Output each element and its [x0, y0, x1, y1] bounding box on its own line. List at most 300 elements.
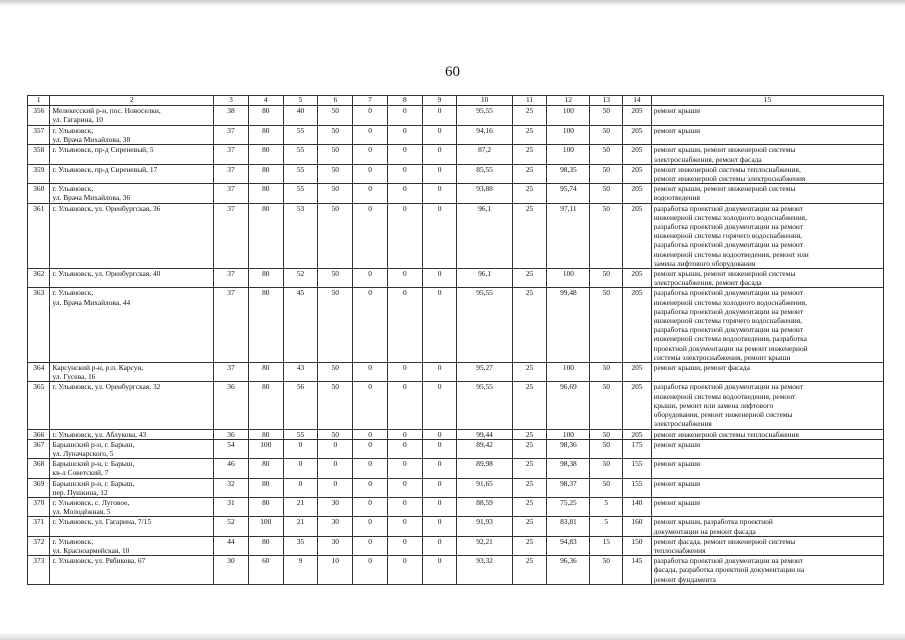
table-cell: 366: [28, 429, 50, 439]
table-cell: ремонт крыши: [651, 478, 883, 497]
table-cell: 0: [422, 145, 457, 164]
table-cell: 0: [387, 203, 422, 268]
table-cell: 0: [283, 439, 318, 458]
table-cell: 21: [283, 517, 318, 536]
scan-edge-top: [0, 0, 905, 6]
table-cell: 25: [512, 517, 547, 536]
table-cell: 36: [214, 429, 249, 439]
table-cell: 94,83: [547, 536, 590, 555]
table-cell: 0: [422, 556, 457, 585]
table-cell: 0: [318, 459, 353, 478]
table-cell: 37: [214, 184, 249, 203]
table-cell: 25: [512, 203, 547, 268]
table-cell: 98,35: [547, 164, 590, 183]
table-cell: 91,93: [457, 517, 512, 536]
column-header: 15: [651, 96, 883, 106]
table-cell: 99,44: [457, 429, 512, 439]
table-cell: 25: [512, 164, 547, 183]
table-cell: 95,74: [547, 184, 590, 203]
table-cell: 0: [353, 184, 388, 203]
table-cell: 37: [214, 288, 249, 363]
table-cell: 99,48: [547, 288, 590, 363]
table-cell: 25: [512, 269, 547, 288]
column-header: 9: [422, 96, 457, 106]
table-cell: 83,81: [547, 517, 590, 536]
table-cell: 35: [283, 536, 318, 555]
table-cell: Барышский р-н, г. Барыш, ул. Луначарского, 5: [50, 439, 214, 458]
table-cell: 80: [248, 363, 283, 382]
table-cell: 80: [248, 288, 283, 363]
table-cell: 205: [623, 145, 652, 164]
table-cell: 205: [623, 126, 652, 145]
table-cell: 88,59: [457, 497, 512, 516]
table-cell: г. Ульяновск, ул. Оренбургская, 40: [50, 269, 214, 288]
table-cell: 50: [590, 429, 623, 439]
table-cell: 0: [422, 164, 457, 183]
table-cell: 32: [214, 478, 249, 497]
table-cell: ремонт крыши, ремонт фасада: [651, 363, 883, 382]
table-cell: 0: [422, 288, 457, 363]
table-cell: 0: [353, 536, 388, 555]
table-cell: 0: [318, 439, 353, 458]
table-cell: г. Ульяновск, ул. Врача Михайлова, 36: [50, 184, 214, 203]
table-cell: 0: [387, 126, 422, 145]
table-cell: 50: [590, 269, 623, 288]
table-cell: 372: [28, 536, 50, 555]
table-cell: 50: [318, 145, 353, 164]
table-cell: 0: [387, 517, 422, 536]
table-cell: 50: [318, 164, 353, 183]
scan-edge-bottom: [0, 632, 905, 640]
table-cell: 205: [623, 203, 652, 268]
table-cell: 85,55: [457, 164, 512, 183]
table-cell: 0: [387, 382, 422, 429]
table-cell: 96,36: [547, 556, 590, 585]
table-cell: ремонт крыши: [651, 497, 883, 516]
table-cell: 365: [28, 382, 50, 429]
table-cell: 0: [387, 184, 422, 203]
table-cell: 50: [318, 363, 353, 382]
table-cell: 43: [283, 363, 318, 382]
table-cell: 5: [590, 497, 623, 516]
table-cell: 0: [353, 497, 388, 516]
table-cell: 0: [353, 269, 388, 288]
table-cell: г. Ульяновск, ул. Гагарина, 7/15: [50, 517, 214, 536]
table-cell: 98,38: [547, 459, 590, 478]
table-cell: 95,55: [457, 382, 512, 429]
table-cell: Барышский р-н, г. Барыш, кв-л Советский, 7: [50, 459, 214, 478]
table-cell: Карсунский р-н, р.п. Карсун, ул. Гусева, 16: [50, 363, 214, 382]
table-cell: 205: [623, 164, 652, 183]
table-cell: 100: [547, 429, 590, 439]
table-cell: ремонт крыши: [651, 439, 883, 458]
column-header: 12: [547, 96, 590, 106]
table-cell: 52: [283, 269, 318, 288]
table-cell: 54: [214, 439, 249, 458]
table-cell: 0: [422, 203, 457, 268]
table-cell: 25: [512, 497, 547, 516]
table-cell: 50: [590, 478, 623, 497]
table-cell: разработка проектной документации на ремонт инженерной системы водоотведения, ремонт крыши, ремонт или замена лифтового оборудования, ремонт инженерной системы электроснабжения: [651, 382, 883, 429]
table-cell: 15: [590, 536, 623, 555]
table-cell: 100: [547, 363, 590, 382]
table-row: [28, 556, 884, 585]
column-header: 6: [318, 96, 353, 106]
table-cell: 80: [248, 184, 283, 203]
table-cell: 100: [547, 145, 590, 164]
table-cell: 0: [353, 439, 388, 458]
table-cell: 0: [422, 536, 457, 555]
table-cell: ремонт крыши, ремонт инженерной системы электроснабжения, ремонт фасада: [651, 269, 883, 288]
table-cell: 10: [318, 556, 353, 585]
table-cell: 50: [590, 106, 623, 126]
table-cell: ремонт крыши: [651, 459, 883, 478]
table-cell: 89,42: [457, 439, 512, 458]
table-cell: 373: [28, 556, 50, 585]
table-cell: 80: [248, 382, 283, 429]
table-cell: 25: [512, 439, 547, 458]
table-cell: 140: [623, 497, 652, 516]
table-cell: 363: [28, 288, 50, 363]
table-row: [28, 164, 884, 183]
table-cell: 50: [318, 126, 353, 145]
table-cell: 45: [283, 288, 318, 363]
table-row: [28, 184, 884, 203]
table-cell: 9: [283, 556, 318, 585]
table-cell: 0: [422, 459, 457, 478]
table-cell: 100: [547, 269, 590, 288]
column-header: 13: [590, 96, 623, 106]
table-cell: 0: [422, 269, 457, 288]
table-cell: 50: [318, 203, 353, 268]
table-cell: 96,1: [457, 203, 512, 268]
table-cell: 0: [283, 478, 318, 497]
table-cell: ремонт крыши: [651, 106, 883, 126]
table-cell: г. Ульяновск, ул. Оренбургская, 36: [50, 203, 214, 268]
table-cell: разработка проектной документации на ремонт инженерной системы холодного водоснабжения, разработка проектной документации на ремонт инженерной системы горячего водоснабжения, разработка проектной документации на ремонт инженерной системы водоотведения, разработка проектной документации на ремонт инженерной системы электроснабжения, ремонт крыши: [651, 288, 883, 363]
table-cell: 98,37: [547, 478, 590, 497]
table-cell: 361: [28, 203, 50, 268]
table-cell: 93,88: [457, 184, 512, 203]
table-cell: 75,25: [547, 497, 590, 516]
table-cell: ремонт крыши, разработка проектной документации на ремонт фасада: [651, 517, 883, 536]
table-cell: 36: [214, 382, 249, 429]
table-cell: 50: [590, 288, 623, 363]
table-cell: 50: [318, 106, 353, 126]
table-cell: 0: [283, 459, 318, 478]
table-cell: 55: [283, 184, 318, 203]
table-cell: 52: [214, 517, 249, 536]
column-header: 11: [512, 96, 547, 106]
table-cell: 91,65: [457, 478, 512, 497]
table-cell: 0: [422, 497, 457, 516]
table-cell: 55: [283, 429, 318, 439]
table-cell: 25: [512, 429, 547, 439]
table-cell: 364: [28, 363, 50, 382]
table-cell: 80: [248, 497, 283, 516]
table-cell: 0: [353, 363, 388, 382]
table-cell: 0: [353, 288, 388, 363]
table-cell: 30: [318, 497, 353, 516]
table-cell: 89,98: [457, 459, 512, 478]
table-cell: Барышский р-н, г. Барыш, пер. Пушкина, 12: [50, 478, 214, 497]
table-cell: 370: [28, 497, 50, 516]
column-header: 1: [28, 96, 50, 106]
column-header: 14: [623, 96, 652, 106]
table-cell: 50: [318, 288, 353, 363]
table-cell: 25: [512, 478, 547, 497]
table-row: [28, 288, 884, 363]
table-cell: г. Ульяновск, ул. Врача Михайлова, 44: [50, 288, 214, 363]
table-row: [28, 429, 884, 439]
table-cell: 0: [422, 382, 457, 429]
table-cell: 367: [28, 439, 50, 458]
table-cell: 50: [590, 184, 623, 203]
table-cell: г. Ульяновск, пр-д Сиреневый, 5: [50, 145, 214, 164]
table-row: [28, 497, 884, 516]
table-row: [28, 126, 884, 145]
table-cell: 205: [623, 269, 652, 288]
table-cell: 37: [214, 145, 249, 164]
table-cell: 0: [353, 429, 388, 439]
table-cell: 96,69: [547, 382, 590, 429]
table-row: [28, 203, 884, 268]
table-cell: 205: [623, 429, 652, 439]
table-cell: г. Ульяновск, с. Луговое, ул. Молодёжная, 5: [50, 497, 214, 516]
table-cell: 356: [28, 106, 50, 126]
table-cell: 5: [590, 517, 623, 536]
table-cell: 55: [283, 126, 318, 145]
table-cell: г. Ульяновск, ул. Врача Михайлова, 38: [50, 126, 214, 145]
table-cell: 0: [422, 126, 457, 145]
table-cell: 25: [512, 126, 547, 145]
table-cell: 37: [214, 126, 249, 145]
table-cell: 80: [248, 269, 283, 288]
column-header: 5: [283, 96, 318, 106]
table-cell: 25: [512, 184, 547, 203]
table-cell: 0: [353, 517, 388, 536]
table-cell: ремонт крыши, ремонт инженерной системы электроснабжения, ремонт фасада: [651, 145, 883, 164]
table-cell: 56: [283, 382, 318, 429]
table-row: [28, 145, 884, 164]
table-cell: 96,1: [457, 269, 512, 288]
table-cell: 37: [214, 363, 249, 382]
table-cell: 25: [512, 556, 547, 585]
table-cell: 0: [422, 106, 457, 126]
table-cell: 0: [387, 459, 422, 478]
table-cell: 25: [512, 363, 547, 382]
table-cell: 95,27: [457, 363, 512, 382]
table-cell: 50: [590, 556, 623, 585]
table-cell: 0: [387, 106, 422, 126]
table-cell: 359: [28, 164, 50, 183]
table-cell: 360: [28, 184, 50, 203]
table-cell: 358: [28, 145, 50, 164]
table-cell: 357: [28, 126, 50, 145]
table-cell: 205: [623, 106, 652, 126]
table-cell: 0: [387, 556, 422, 585]
table-cell: 0: [387, 536, 422, 555]
table-cell: 0: [353, 164, 388, 183]
table-cell: 30: [318, 536, 353, 555]
table-cell: 371: [28, 517, 50, 536]
table-cell: 80: [248, 145, 283, 164]
table-cell: разработка проектной документации на ремонт фасада, разработка проектной документации на ремонт фундамента: [651, 556, 883, 585]
table-cell: разработка проектной документации на ремонт инженерной системы холодного водоснабжения, разработка проектной документации на ремонт инженерной системы горячего водоснабжения, разработка проектной документации на ремонт инженерной системы водоотведения, ремонт или замена лифтового оборудования: [651, 203, 883, 268]
table-cell: 80: [248, 203, 283, 268]
table-cell: 362: [28, 269, 50, 288]
table-cell: 0: [422, 439, 457, 458]
table-cell: 30: [214, 556, 249, 585]
column-header: 4: [248, 96, 283, 106]
table-cell: ремонт крыши: [651, 126, 883, 145]
table-cell: 50: [590, 459, 623, 478]
table-cell: 145: [623, 556, 652, 585]
table-cell: 0: [387, 269, 422, 288]
table-cell: 80: [248, 429, 283, 439]
table-cell: г. Ульяновск, пр-д Сиреневый, 17: [50, 164, 214, 183]
table-cell: 80: [248, 126, 283, 145]
table-cell: Мелекесский р-н, пос. Новоселки, ул. Гагарина, 10: [50, 106, 214, 126]
table-row: [28, 459, 884, 478]
table-cell: 25: [512, 106, 547, 126]
table-cell: 31: [214, 497, 249, 516]
table-cell: 50: [590, 164, 623, 183]
table-cell: 0: [353, 382, 388, 429]
table-row: [28, 382, 884, 429]
table-cell: 0: [422, 184, 457, 203]
table-cell: 0: [387, 145, 422, 164]
table-cell: 25: [512, 382, 547, 429]
table-cell: 0: [422, 517, 457, 536]
table-cell: 21: [283, 497, 318, 516]
table-cell: 0: [387, 429, 422, 439]
table-cell: 0: [387, 164, 422, 183]
table-cell: 50: [590, 439, 623, 458]
table-cell: 155: [623, 478, 652, 497]
column-header: 8: [387, 96, 422, 106]
table-cell: 80: [248, 164, 283, 183]
table-row: [28, 106, 884, 126]
table-cell: ремонт инженерной системы теплоснабжения: [651, 429, 883, 439]
table-cell: 60: [248, 556, 283, 585]
table-cell: 0: [318, 478, 353, 497]
table-cell: 205: [623, 363, 652, 382]
table-cell: 0: [353, 459, 388, 478]
table-cell: 50: [590, 363, 623, 382]
table-cell: 0: [422, 363, 457, 382]
table-cell: г. Ульяновск, ул. Аблукова, 43: [50, 429, 214, 439]
table-cell: 95,55: [457, 106, 512, 126]
table-cell: 30: [318, 517, 353, 536]
table-cell: 25: [512, 536, 547, 555]
table-cell: 93,32: [457, 556, 512, 585]
table-cell: 0: [387, 497, 422, 516]
table-cell: 50: [590, 145, 623, 164]
table-cell: 205: [623, 382, 652, 429]
table-cell: 368: [28, 459, 50, 478]
table-cell: 50: [318, 269, 353, 288]
table-cell: 100: [248, 517, 283, 536]
table-cell: 80: [248, 459, 283, 478]
table-cell: 100: [248, 439, 283, 458]
table-cell: г. Ульяновск, ул. Рябикова, 67: [50, 556, 214, 585]
table-cell: 50: [318, 429, 353, 439]
table-cell: 0: [422, 478, 457, 497]
table-row: [28, 363, 884, 382]
table-cell: 150: [623, 536, 652, 555]
table-cell: г. Ульяновск, ул. Оренбургская, 32: [50, 382, 214, 429]
column-header: 2: [50, 96, 214, 106]
table-row: [28, 439, 884, 458]
table-cell: 0: [353, 203, 388, 268]
table-cell: 0: [387, 478, 422, 497]
column-header: 3: [214, 96, 249, 106]
table-row: [28, 536, 884, 555]
column-header: 10: [457, 96, 512, 106]
table-row: [28, 517, 884, 536]
table-cell: 0: [387, 363, 422, 382]
table-cell: 94,16: [457, 126, 512, 145]
table-cell: 175: [623, 439, 652, 458]
table-cell: 50: [590, 382, 623, 429]
table-cell: 80: [248, 536, 283, 555]
table-cell: 50: [318, 382, 353, 429]
table-cell: 100: [547, 106, 590, 126]
table-cell: 55: [283, 145, 318, 164]
housing-repair-table: [27, 95, 884, 585]
table-cell: 37: [214, 269, 249, 288]
table-cell: 80: [248, 478, 283, 497]
table-cell: 205: [623, 184, 652, 203]
table-cell: 95,55: [457, 288, 512, 363]
table-cell: 160: [623, 517, 652, 536]
table-cell: 37: [214, 203, 249, 268]
table-row: [28, 269, 884, 288]
column-header: 7: [353, 96, 388, 106]
table-cell: 0: [387, 439, 422, 458]
table-cell: 0: [387, 288, 422, 363]
table-cell: 97,11: [547, 203, 590, 268]
table-cell: 25: [512, 145, 547, 164]
table-cell: 87,2: [457, 145, 512, 164]
table-cell: 50: [590, 203, 623, 268]
table-cell: 98,36: [547, 439, 590, 458]
table-cell: 46: [214, 459, 249, 478]
table-cell: 0: [353, 126, 388, 145]
table-cell: 92,21: [457, 536, 512, 555]
table-header-row: [28, 96, 884, 106]
table-cell: ремонт инженерной системы теплоснабжения, ремонт инженерной системы электроснабжения: [651, 164, 883, 183]
table-cell: 0: [422, 429, 457, 439]
table-cell: 50: [318, 184, 353, 203]
table-cell: 38: [214, 106, 249, 126]
table-cell: 53: [283, 203, 318, 268]
table-cell: 155: [623, 459, 652, 478]
table-cell: 100: [547, 126, 590, 145]
table-cell: 40: [283, 106, 318, 126]
table-cell: 80: [248, 106, 283, 126]
table-cell: г. Ульяновск, ул. Красноармейская, 10: [50, 536, 214, 555]
table-cell: 205: [623, 288, 652, 363]
table-cell: 369: [28, 478, 50, 497]
table-cell: 50: [590, 126, 623, 145]
table-cell: ремонт крыши, ремонт инженерной системы водоотведения: [651, 184, 883, 203]
table-cell: 55: [283, 164, 318, 183]
table-cell: 0: [353, 145, 388, 164]
table-cell: 44: [214, 536, 249, 555]
table-cell: 0: [353, 556, 388, 585]
